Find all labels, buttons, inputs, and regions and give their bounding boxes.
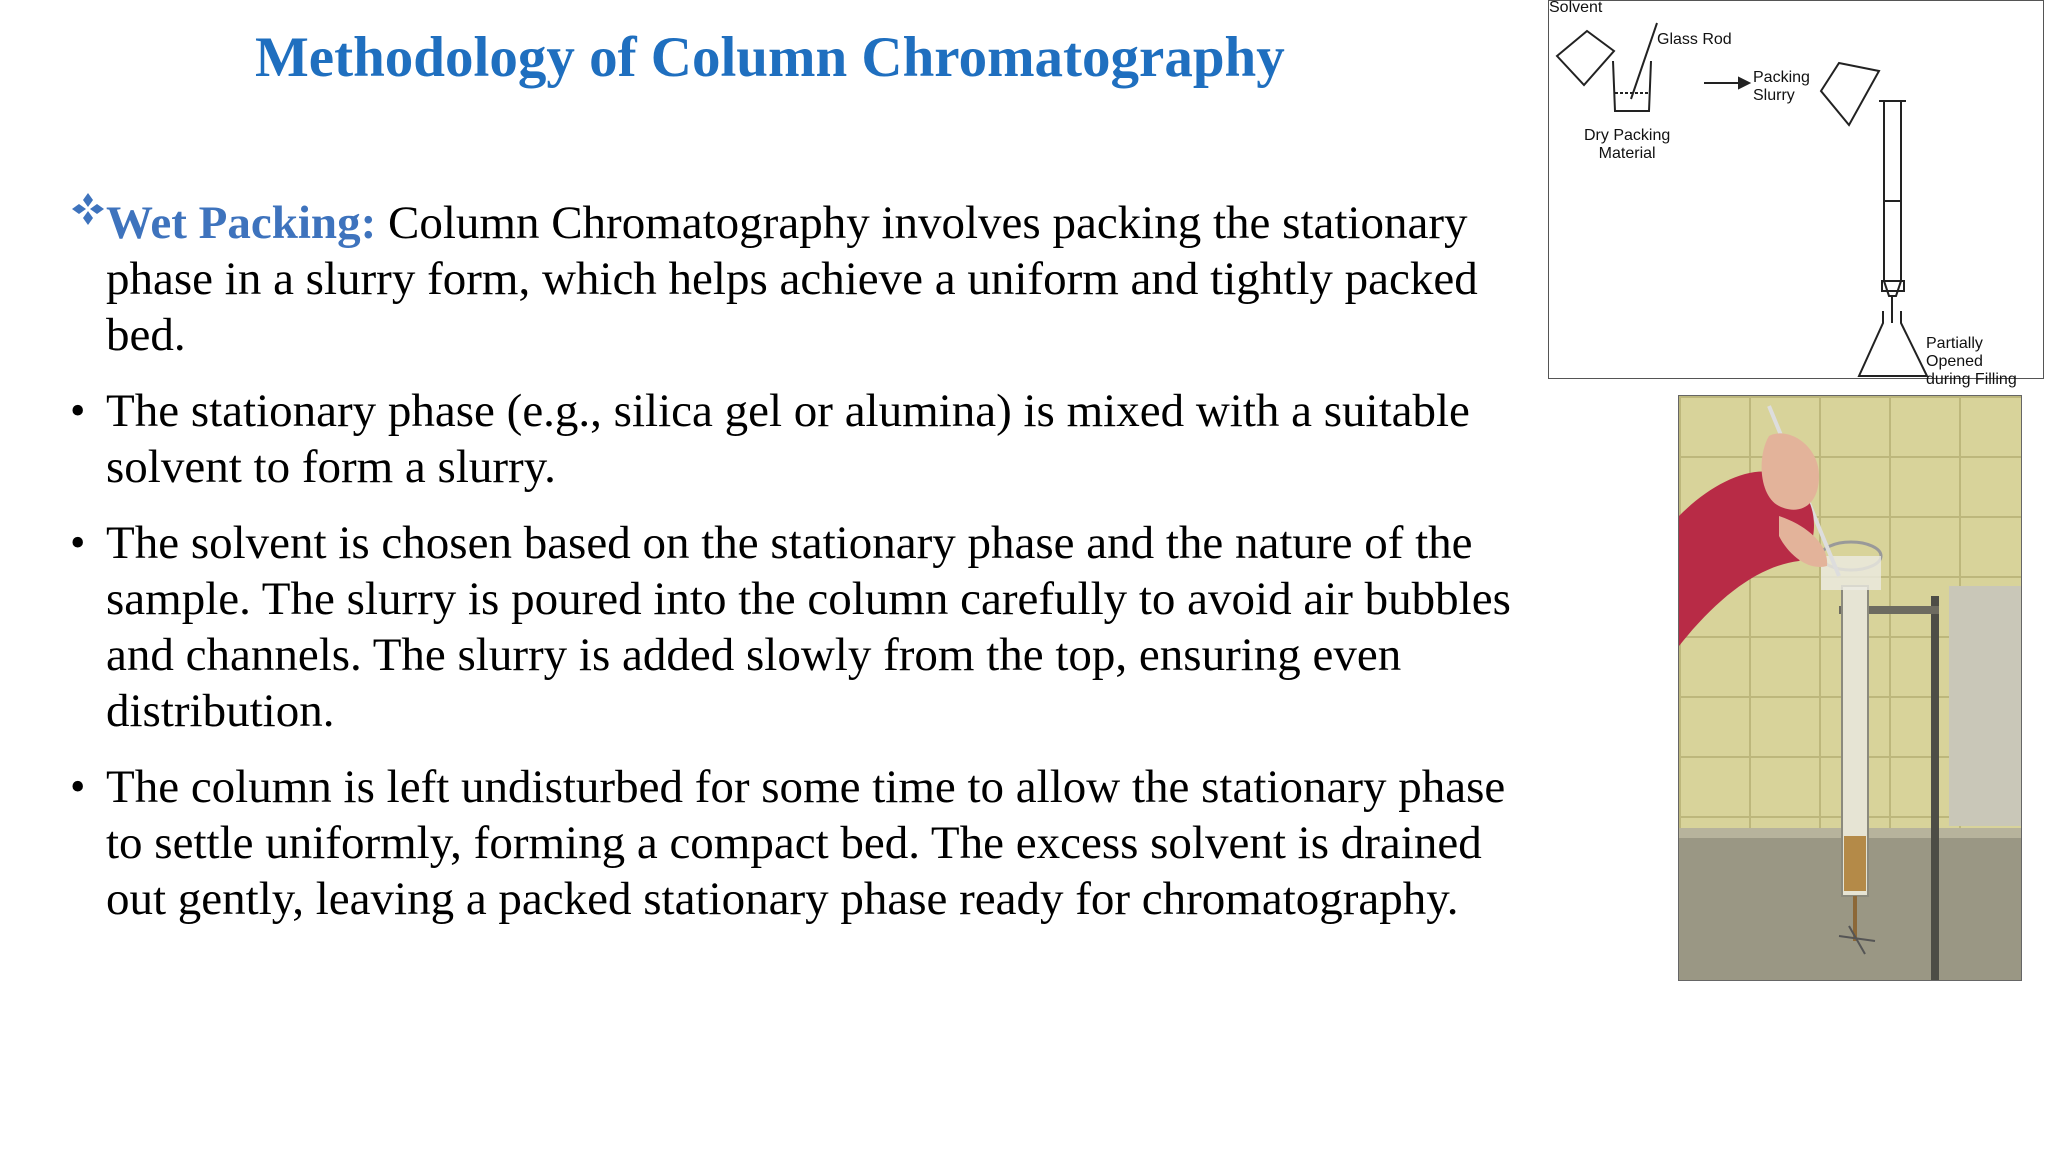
paragraph-wet-packing (70, 195, 1516, 363)
bullet-dot-icon: • (70, 518, 86, 567)
wet-packing-lead: Wet Packing: (106, 197, 377, 249)
wet-packing-diagram (1548, 0, 2044, 388)
wet-packing-text: Column Chromatography involves packing the stationary phase in a slurry form, which helps achieve a uniform and tightly packed bed. (106, 197, 1478, 361)
slide-content (70, 195, 1510, 947)
bullet-item (70, 759, 1516, 927)
bullet-text: The stationary phase (e.g., silica gel or alumina) is mixed with a suitable solvent to form a slurry. (106, 385, 1470, 493)
bullet-item (70, 515, 1516, 739)
bullet-dot-icon: • (70, 386, 86, 435)
label-partially-opened: Partially Opened during Filling (1926, 335, 2017, 388)
slide-title: Methodology of Column Chromatography (255, 26, 1285, 89)
label-packing-slurry: Packing Slurry (1753, 69, 1810, 104)
bullet-text: The solvent is chosen based on the stationary phase and the nature of the sample. The slurry is poured into the column carefully to avoid air bubbles and channels. The slurry is added slowly from the top, ensuring even distribution. (106, 517, 1511, 737)
label-glass-rod: Glass Rod (1657, 31, 1732, 48)
label-solvent: Solvent (1549, 0, 1603, 16)
lab-photo (1678, 395, 2022, 981)
bullet-text: The column is left undisturbed for some time to allow the stationary phase to settle uniformly, forming a compact bed. The excess solvent is drained out gently, leaving a packed stationary phase ready for chromatography. (106, 761, 1506, 925)
diamond-bullet-icon (70, 191, 106, 227)
label-dry-packing: Dry Packing Material (1584, 127, 1671, 162)
bullet-item (70, 383, 1516, 495)
diagram-drawing (1549, 1, 2045, 380)
lab-photo-illustration (1679, 396, 2022, 981)
bullet-dot-icon: • (70, 762, 86, 811)
